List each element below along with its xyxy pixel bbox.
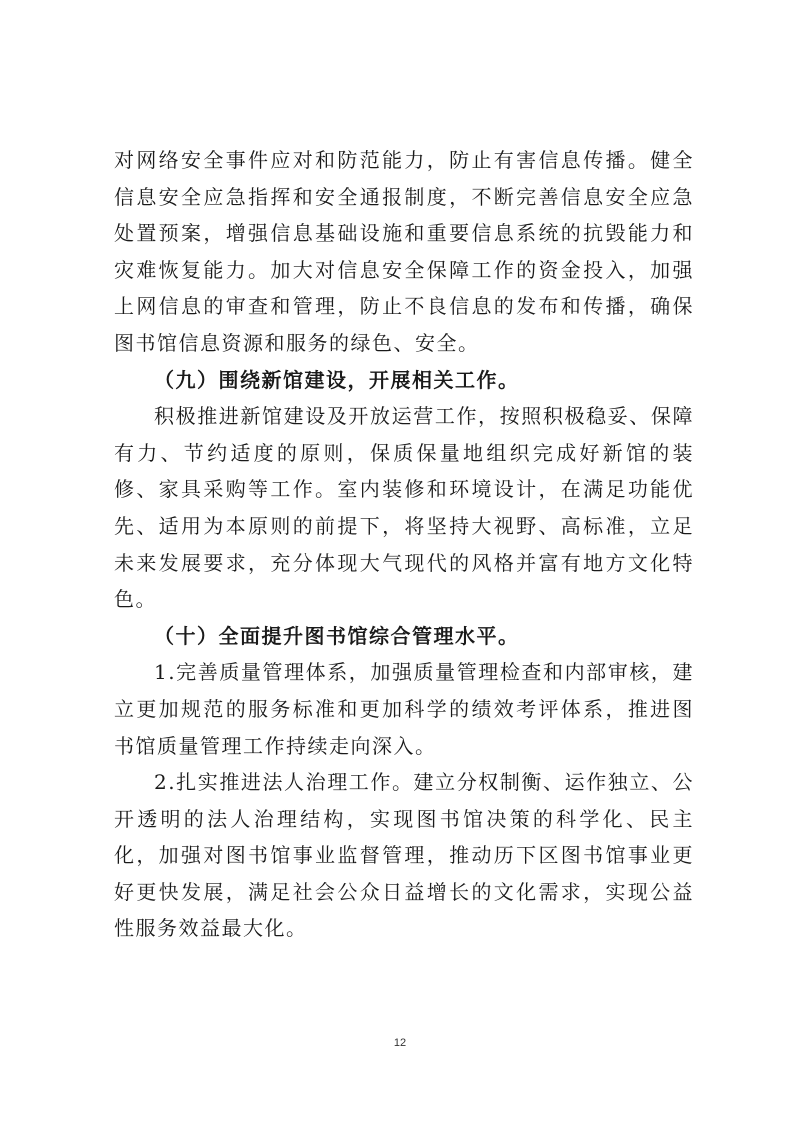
paragraph-new-library-construction: 积极推进新馆建设及开放运营工作，按照积极稳妥、保障有力、节约适度的原则，保质保量地组织完成好新馆的装修、家具采购等工作。室内装修和环境设计，在满足功能优先、适用为本原则的前提下，将坚持大视野、高标准，立足未来发展要求，充分体现大气现代的风格并富有地方文化特色。 — [114, 404, 694, 612]
section-heading-new-library: （九）围绕新馆建设，开展相关工作。 — [154, 367, 520, 392]
page-number: 12 — [393, 1037, 407, 1049]
paragraph-network-security: 对网络安全事件应对和防范能力，防止有害信息传播。健全信息安全应急指挥和安全通报制度，不断完善信息安全应急处置预案，增强信息基础设施和重要信息系统的抗毁能力和灾难恢复能力。加大对信息安全保障工作的资金投入，加强上网信息的审查和管理，防止不良信息的发布和传播，确保图书馆信息资源和服务的绿色、安全。 — [114, 148, 694, 355]
paragraph-quality-management: 1.完善质量管理体系，加强质量管理检查和内部审核，建立更加规范的服务标准和更加科学的绩效考评体系，推进图书馆质量管理工作持续走向深入。 — [114, 660, 694, 758]
document-body — [114, 142, 694, 947]
section-heading-management: （十）全面提升图书馆综合管理水平。 — [154, 623, 520, 648]
paragraph-corporate-governance: 2.扎实推进法人治理工作。建立分权制衡、运作独立、公开透明的法人治理结构，实现图书馆决策的科学化、民主化，加强对图书馆事业监督管理，推动历下区图书馆事业更好更快发展，满足社会公众日益增长的文化需求，实现公益性服务效益最大化。 — [114, 770, 694, 941]
